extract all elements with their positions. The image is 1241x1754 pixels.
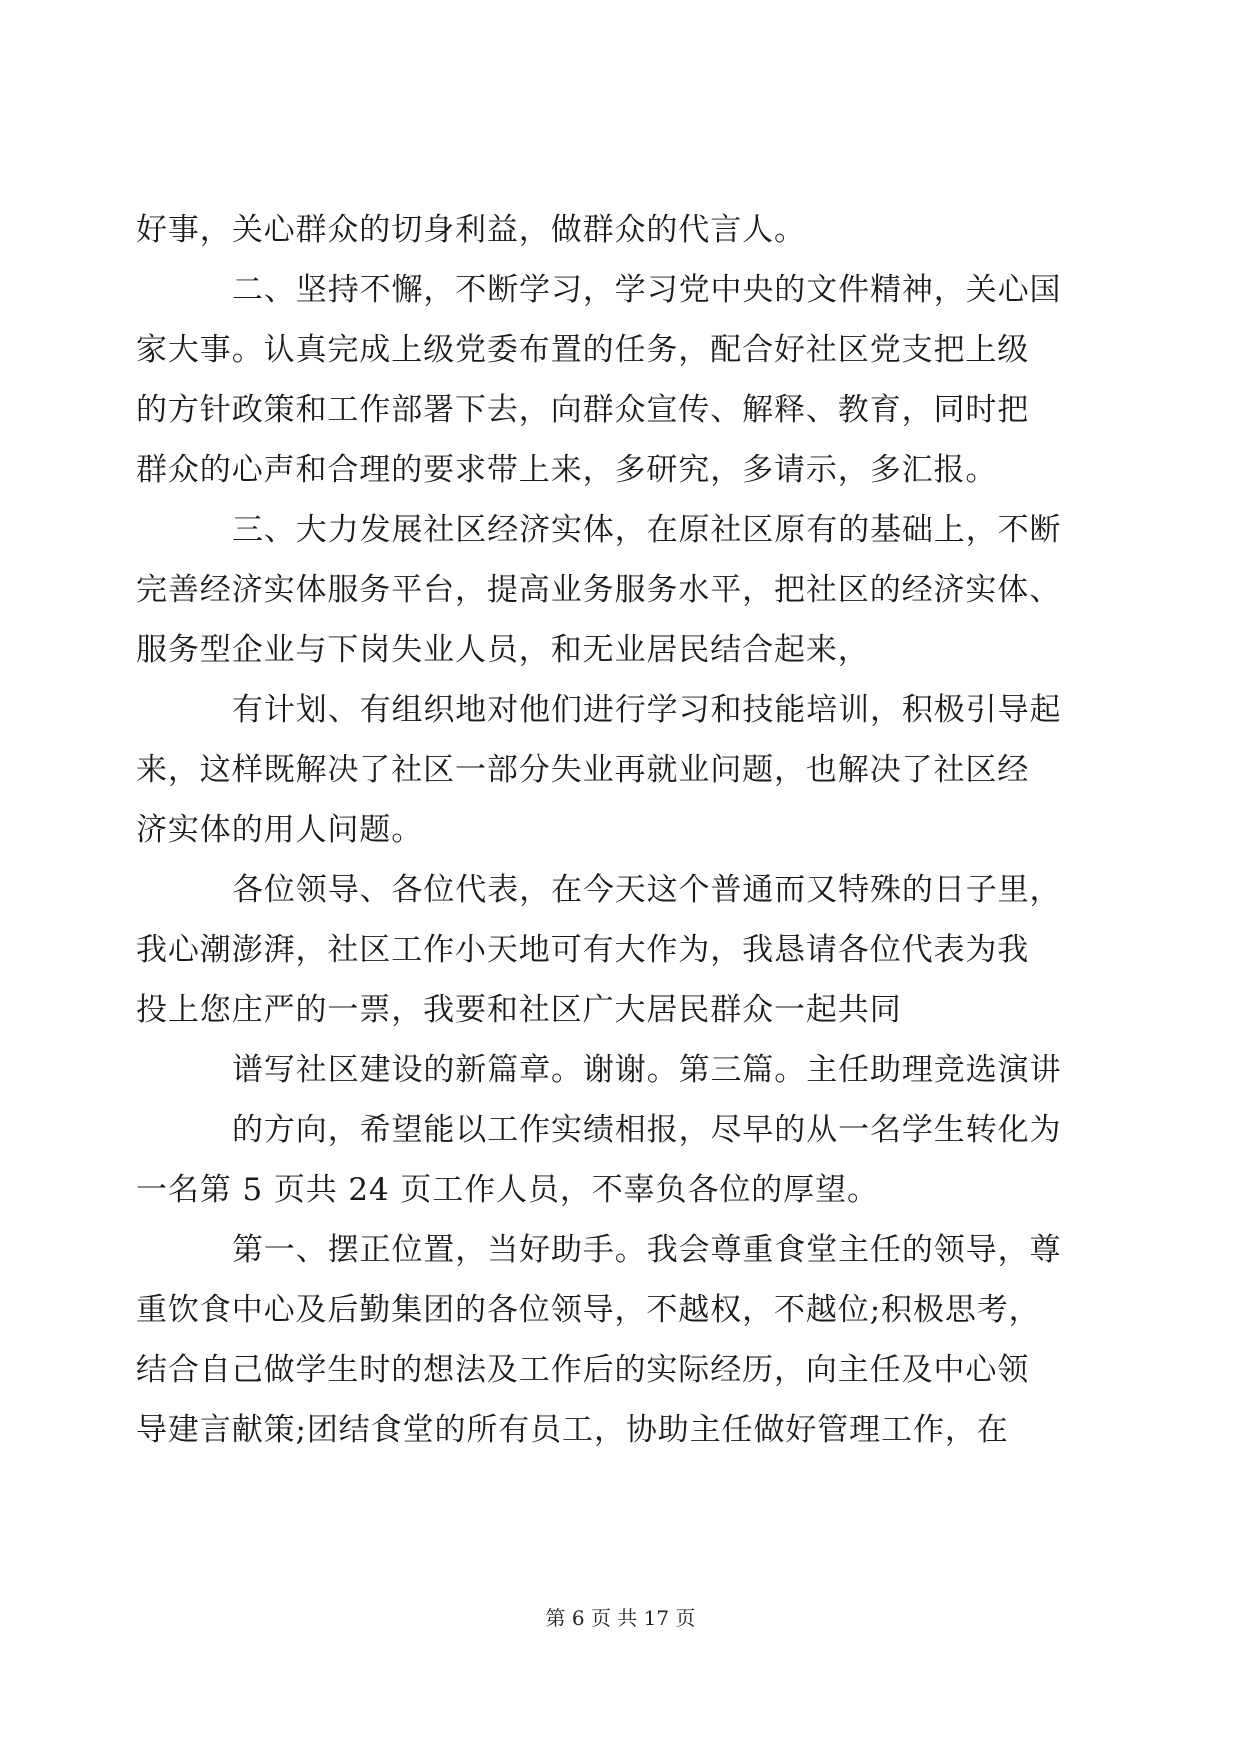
text-line: 的方向，希望能以工作实绩相报，尽早的从一名学生转化为	[232, 1112, 1062, 1148]
text-line: 导建言献策;团结食堂的所有员工，协助主任做好管理工作，在	[136, 1412, 1009, 1448]
text-line: 三、大力发展社区经济实体，在原社区原有的基础上，不断	[232, 512, 1062, 548]
text-line: 投上您庄严的一票，我要和社区广大居民群众一起共同	[136, 992, 902, 1028]
text-line: 服务型企业与下岗失业人员，和无业居民结合起来，	[136, 632, 870, 668]
text-line: 群众的心声和合理的要求带上来，多研究，多请示，多汇报。	[136, 452, 998, 488]
text-line: 重饮食中心及后勤集团的各位领导，不越权，不越位;积极思考，	[136, 1292, 1041, 1328]
text-line: 第一、摆正位置，当好助手。我会尊重食堂主任的领导，尊	[232, 1232, 1062, 1268]
text-line: 济实体的用人问题。	[136, 812, 424, 848]
text-line: 谱写社区建设的新篇章。谢谢。第三篇。主任助理竞选演讲	[232, 1052, 1062, 1088]
document-body	[136, 200, 1096, 1460]
text-line: 二、坚持不懈，不断学习，学习党中央的文件精神，关心国	[232, 272, 1062, 308]
text-line: 的方针政策和工作部署下去，向群众宣传、解释、教育，同时把	[136, 392, 1030, 428]
text-line: 结合自己做学生时的想法及工作后的实际经历，向主任及中心领	[136, 1352, 1030, 1388]
text-line: 好事，关心群众的切身利益，做群众的代言人。	[136, 212, 806, 248]
page-number-footer: 第 6 页 共 17 页	[545, 1606, 696, 1630]
text-line: 我心潮澎湃，社区工作小天地可有大作为，我恳请各位代表为我	[136, 932, 1030, 968]
text-line: 家大事。认真完成上级党委布置的任务，配合好社区党支把上级	[136, 332, 1030, 368]
text-line: 来，这样既解决了社区一部分失业再就业问题，也解决了社区经	[136, 752, 1030, 788]
text-line: 有计划、有组织地对他们进行学习和技能培训，积极引导起	[232, 692, 1062, 728]
text-line: 完善经济实体服务平台，提高业务服务水平，把社区的经济实体、	[136, 572, 1062, 608]
text-line: 一名第 5 页共 24 页工作人员，不辜负各位的厚望。	[136, 1172, 879, 1208]
text-line: 各位领导、各位代表，在今天这个普通而又特殊的日子里，	[232, 872, 1062, 908]
